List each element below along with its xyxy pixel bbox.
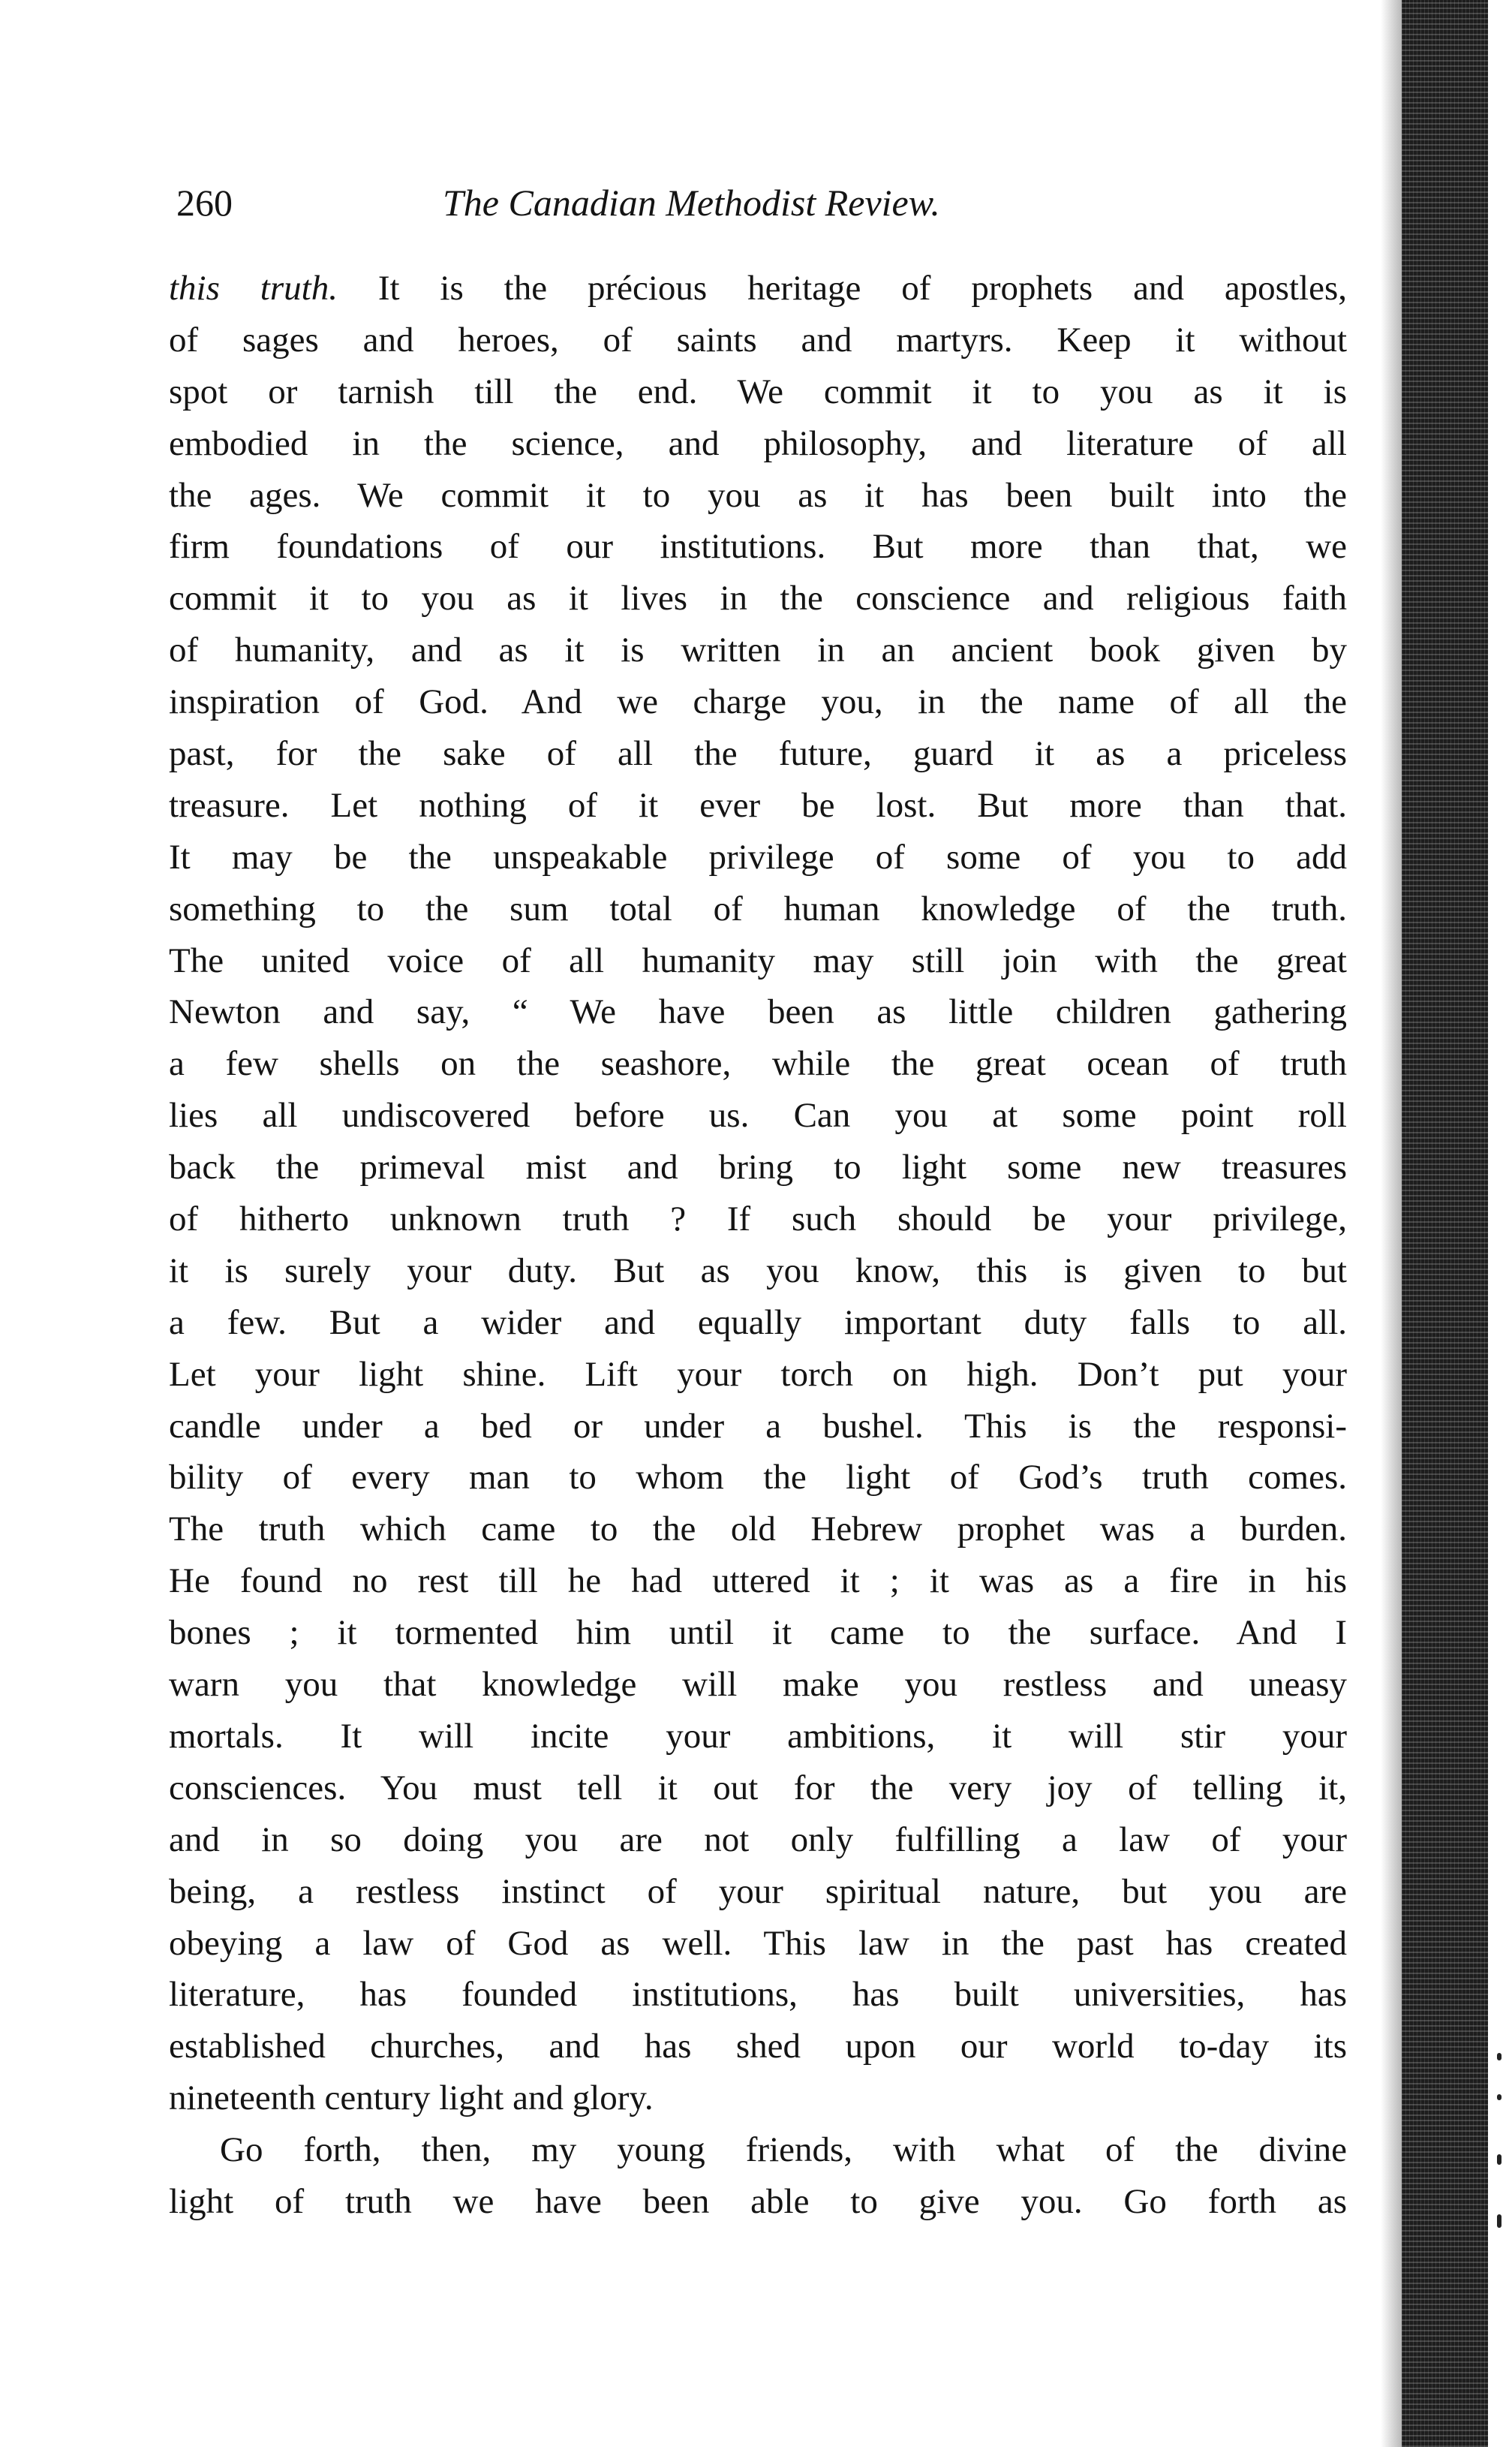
text-line: of sages and heroes, of saints and martyrs. Keep it without <box>169 320 1347 360</box>
text-line: something to the sum total of human knowledge of the truth. <box>169 889 1347 929</box>
text-line: a few shells on the seashore, while the great ocean of truth <box>169 1044 1347 1084</box>
text-line: literature, has founded institutions, has built universities, has <box>169 1975 1347 2015</box>
text-line: obeying a law of God as well. This law in the past has created <box>169 1923 1347 1963</box>
paragraph-last-line: nineteenth century light and glory. <box>169 2078 654 2118</box>
text-line: established churches, and has shed upon our world to-day its <box>169 2027 1347 2066</box>
text-line: of hitherto unknown truth ? If such should be your privilege, <box>169 1199 1347 1239</box>
text-line: Let your light shine. Lift your torch on high. Don’t put your <box>169 1354 1347 1394</box>
text-line: Newton and say, “ We have been as little children gathering <box>169 992 1347 1032</box>
text-line: consciences. You must tell it out for the very joy of telling it, <box>169 1768 1347 1807</box>
scan-shadow <box>1381 0 1403 2447</box>
body-text <box>169 263 1347 2228</box>
text-line: treasure. Let nothing of it ever be lost. But more than that. <box>169 785 1347 825</box>
running-title: The Canadian Methodist Review. <box>443 182 940 224</box>
text-line: lies all undiscovered before us. Can you at some point roll <box>169 1096 1347 1136</box>
text-line: bility of every man to whom the light of God’s truth comes. <box>169 1458 1347 1497</box>
italic-phrase: this truth. <box>169 269 338 308</box>
scan-binding-edge <box>1402 0 1488 2447</box>
text-line: The united voice of all humanity may still join with the great <box>169 941 1347 980</box>
text-line: candle under a bed or under a bushel. This is the responsi- <box>169 1406 1347 1446</box>
scan-speck <box>1497 2053 1501 2060</box>
text-line: commit it to you as it lives in the conscience and religious faith <box>169 579 1347 619</box>
text-line: bones ; it tormented him until it came to the surface. And I <box>169 1613 1347 1653</box>
text-line: light of truth we have been able to give you. Go forth as <box>169 2181 1347 2221</box>
text-line: firm foundations of our institutions. But more than that, we <box>169 527 1347 567</box>
page-header <box>176 176 1354 229</box>
text-line: it is surely your duty. But as you know, this is given to but <box>169 1251 1347 1290</box>
page-number: 260 <box>176 182 233 224</box>
text-line: and in so doing you are not only fulfilling a law of your <box>169 1819 1347 1859</box>
text-line: the ages. We commit it to you as it has been built into the <box>169 475 1347 515</box>
scan-speck <box>1497 2094 1501 2100</box>
text-line: The truth which came to the old Hebrew prophet was a burden. <box>169 1509 1347 1549</box>
text-line: He found no rest till he had uttered it ; it was as a fire in his <box>169 1561 1347 1601</box>
text-line: back the primeval mist and bring to light some new treasures <box>169 1148 1347 1187</box>
paragraph-first-line: Go forth, then, my young friends, with what of the divine <box>220 2130 1347 2170</box>
text-line: embodied in the science, and philosophy, and literature of all <box>169 423 1347 463</box>
text-line: spot or tarnish till the end. We commit it to you as it is <box>169 372 1347 411</box>
text-line: being, a restless instinct of your spiritual nature, but you are <box>169 1871 1347 1911</box>
scan-speck <box>1497 2154 1501 2165</box>
scan-speck <box>1497 2214 1501 2228</box>
text-line: of humanity, and as it is written in an ancient book given by <box>169 631 1347 670</box>
text-line: past, for the sake of all the future, guard it as a priceless <box>169 734 1347 774</box>
text-line: warn you that knowledge will make you restless and uneasy <box>169 1665 1347 1705</box>
text-line: mortals. It will incite your ambitions, it will stir your <box>169 1716 1347 1756</box>
text-line-content: It is the précious heritage of prophets and apostles, <box>337 269 1347 308</box>
text-line <box>169 263 1347 315</box>
text-line: It may be the unspeakable privilege of some of you to add <box>169 837 1347 877</box>
text-line: a few. But a wider and equally important duty falls to all. <box>169 1302 1347 1342</box>
text-line: inspiration of God. And we charge you, in the name of all the <box>169 682 1347 722</box>
